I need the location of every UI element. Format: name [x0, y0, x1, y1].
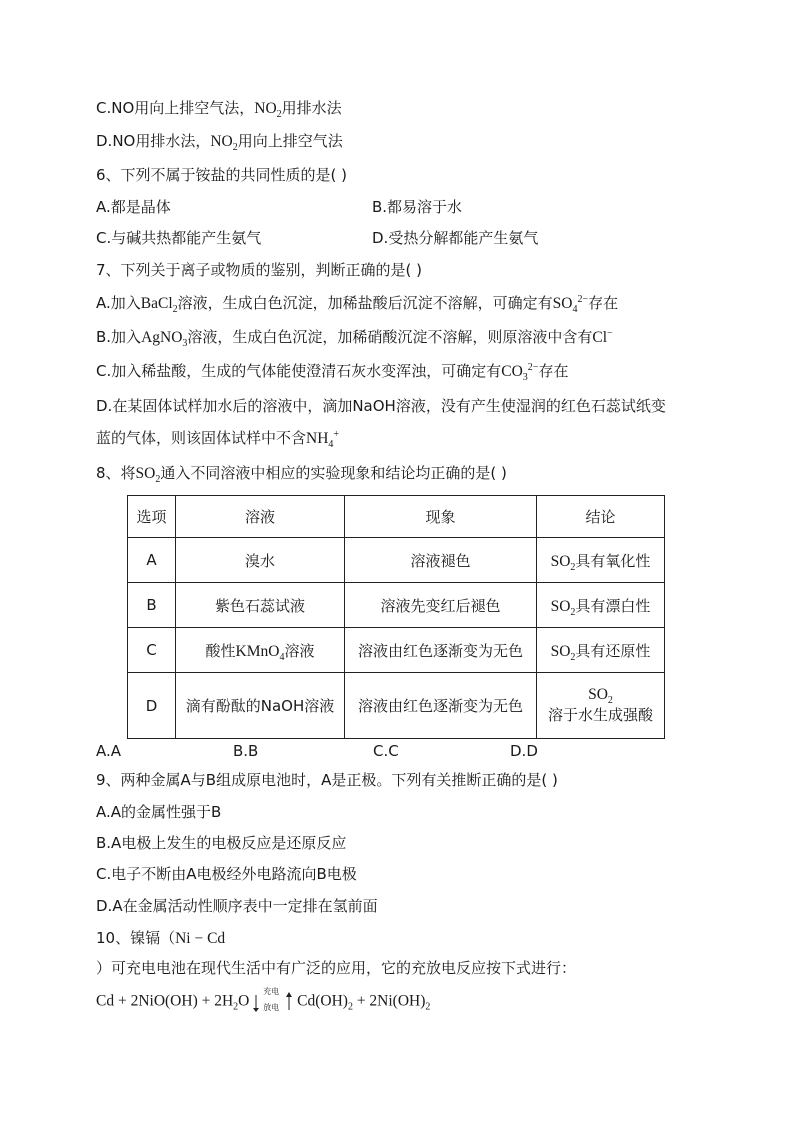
row-phenomenon: 溶液先变红后褪色 — [345, 583, 537, 628]
q8-choice-c: C.C — [373, 742, 399, 760]
no2-formula: $NO_2$ — [254, 100, 282, 121]
q6-options-row1 — [96, 197, 463, 217]
q8-table — [127, 495, 665, 739]
q8-choice-b: B.B — [233, 742, 259, 760]
row-conclusion: $SO_2$具有氧化性 — [537, 538, 665, 583]
table-row — [128, 673, 665, 739]
table-row — [128, 583, 665, 628]
arrow-label-discharge: 放电 — [263, 1003, 280, 1012]
header-solution: 溶液 — [176, 496, 345, 538]
arrow-label-charge: 充电 — [263, 987, 280, 996]
q9-option-d: D.A在金属活动性顺序表中一定排在氢前面 — [96, 897, 378, 915]
table-row — [128, 538, 665, 583]
q6-options-row2 — [96, 228, 539, 248]
row-phenomenon: 溶液由红色逐渐变为无色 — [345, 628, 537, 673]
table-row — [128, 628, 665, 673]
q7-stem: 7、下列关于离子或物质的鉴别，判断正确的是( ) — [96, 261, 423, 279]
row-conclusion: $SO_2$具有还原性 — [537, 628, 665, 673]
q8-choice-d: D.D — [510, 742, 538, 760]
row-conclusion: $SO_2$具有漂白性 — [537, 583, 665, 628]
q9-option-a: A.A的金属性强于B — [96, 803, 222, 821]
q6-option-c: C.与碱共热都能产生氨气 — [96, 229, 262, 247]
header-conclusion: 结论 — [537, 496, 665, 538]
q5-option-d: D.NO用排水法，$NO_2$用向上排空气法 — [96, 132, 343, 154]
q6-option-d: D.受热分解都能产生氨气 — [372, 229, 539, 247]
q8-choice-a: A.A — [96, 742, 122, 760]
row-solution: 紫色石蕊试液 — [176, 583, 345, 628]
q8-stem: 8、将$SO_2$通入不同溶液中相应的实验现象和结论均正确的是( ) — [96, 464, 507, 486]
row-phenomenon: 溶液由红色逐渐变为无色 — [345, 673, 537, 739]
q9-option-c: C.电子不断由A电极经外电路流向B电极 — [96, 865, 357, 883]
row-solution: 滴有酚酞的NaOH溶液 — [176, 673, 345, 739]
q7-option-d-line2: 蓝的气体，则该固体试样中不含$NH_4^+$ — [96, 428, 340, 451]
row-option: A — [128, 538, 176, 583]
row-conclusion: $SO_2$ 溶于水生成强酸 — [537, 673, 665, 739]
q5-option-c: C.NO用向上排空气法，$NO_2$用排水法 — [96, 99, 342, 121]
q6-stem: 6、下列不属于铵盐的共同性质的是( ) — [96, 166, 348, 184]
q6-option-a: A.都是晶体 — [96, 198, 171, 216]
q10-equation: $Cd + 2NiO(OH) + 2H_2O$ 充电 放电 $Cd(OH)_2 + 2Ni(OH)_2$ — [96, 987, 431, 1013]
q7-option-d-line1: D.在某固体试样加水后的溶液中，滴加NaOH溶液，没有产生使湿润的红色石蕊试纸变 — [96, 397, 666, 415]
row-phenomenon: 溶液褪色 — [345, 538, 537, 583]
q10-stem-line2: ）可充电电池在现代生活中有广泛的应用，它的充放电反应按下式进行： — [96, 959, 577, 977]
table-header-row — [128, 496, 665, 538]
reversible-arrow-icon — [253, 987, 293, 1012]
q7-option-b: B.加入AgNO$_3$溶液，生成白色沉淀，加稀硝酸沉淀不溶解，则原溶液中含有Cl− — [96, 327, 613, 350]
no2-formula: $NO_2$ — [210, 133, 238, 154]
row-option: C — [128, 628, 176, 673]
row-solution: 溴水 — [176, 538, 345, 583]
header-option: 选项 — [128, 496, 176, 538]
row-solution: 酸性KMnO$_4$溶液 — [176, 628, 345, 673]
row-option: D — [128, 673, 176, 739]
q9-stem: 9、两种金属A与B组成原电池时，A是正极。下列有关推断正确的是( ) — [96, 771, 558, 789]
q10-stem-line1: 10、镍镉（Ni − Cd — [96, 929, 226, 947]
q9-option-b: B.A电极上发生的电极反应是还原反应 — [96, 834, 347, 852]
header-phenomenon: 现象 — [345, 496, 537, 538]
q7-option-a: A.加入BaCl$_2$溶液，生成白色沉淀，加稀盐酸后沉淀不溶解，可确定有$SO_4^{2-}$存在 — [96, 293, 619, 316]
q7-option-c: C.加入稀盐酸，生成的气体能使澄清石灰水变浑浊，可确定有$CO_3^{2-}$存在 — [96, 361, 569, 384]
q6-option-b: B.都易溶于水 — [372, 198, 463, 216]
row-option: B — [128, 583, 176, 628]
